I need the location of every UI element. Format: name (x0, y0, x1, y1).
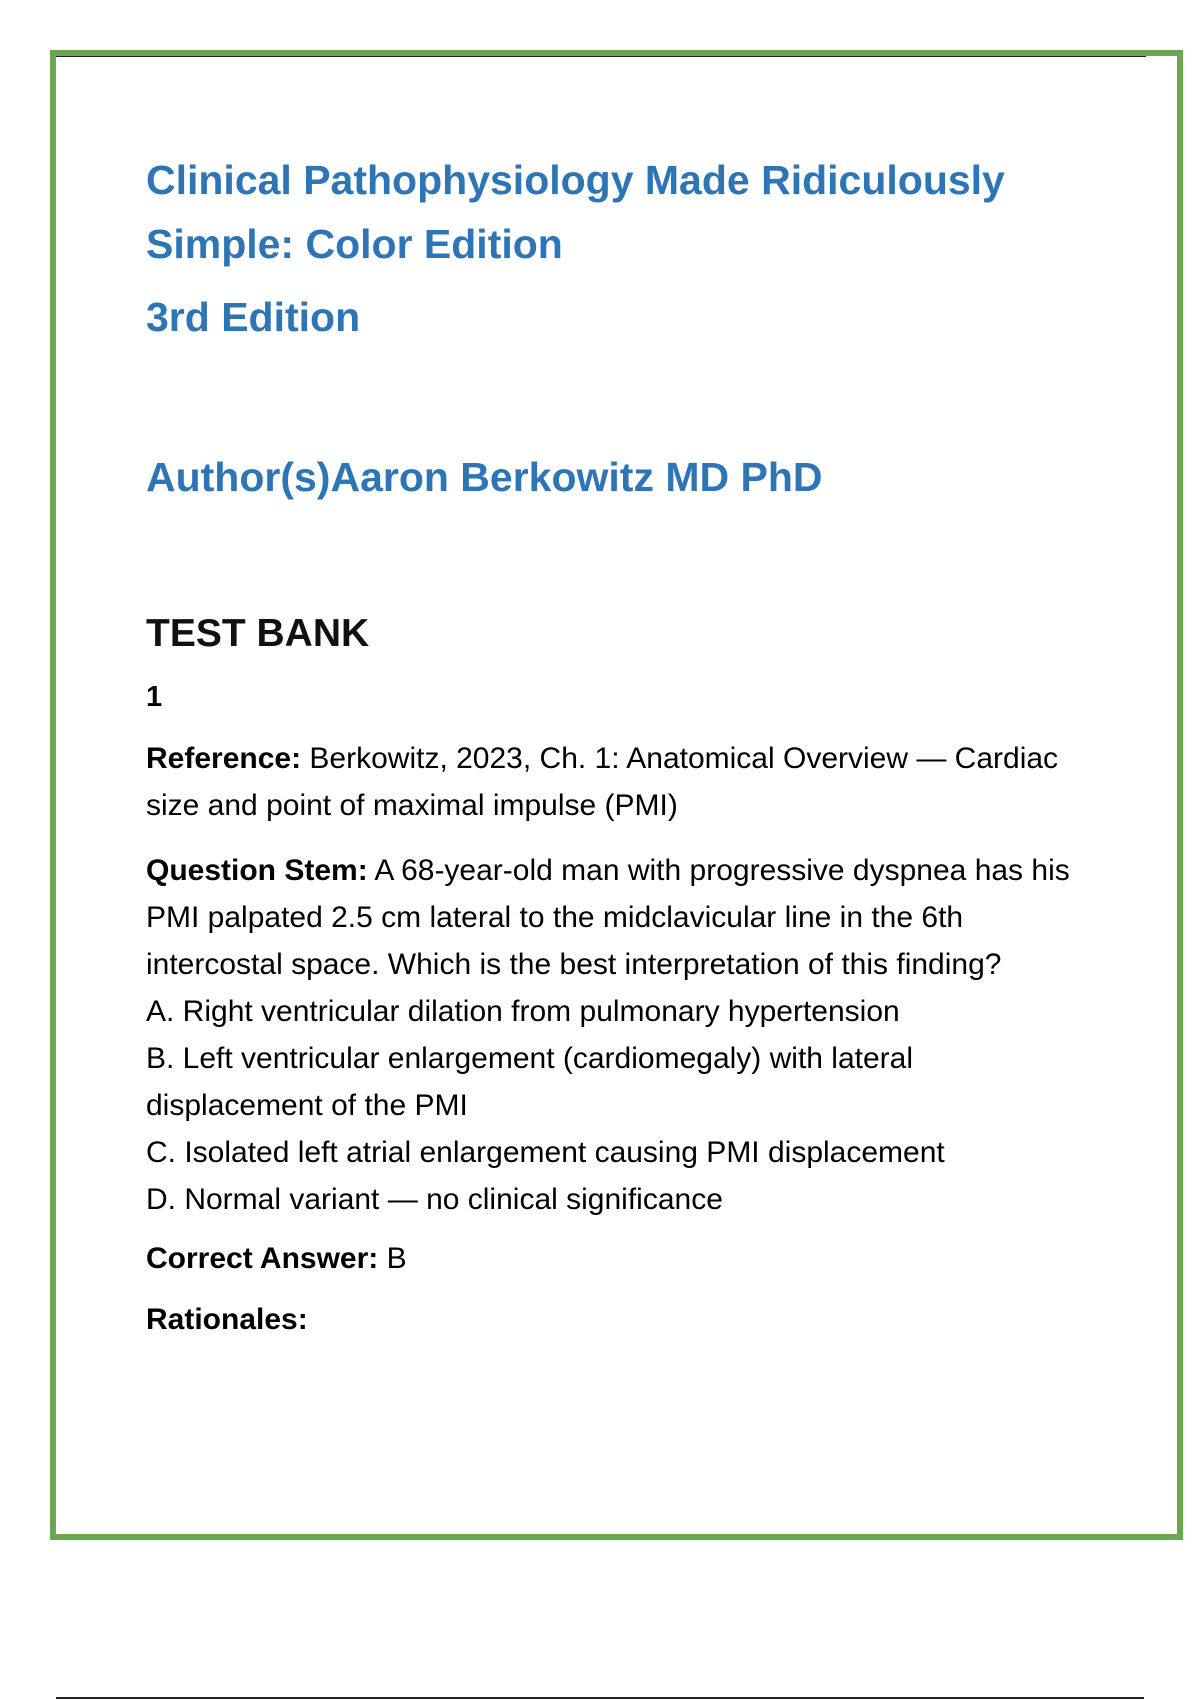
answer-option-b: B. Left ventricular enlargement (cardiomegaly) with lateral displacement of the PMI (146, 1042, 914, 1122)
rationales-heading: Rationales: (146, 1303, 308, 1336)
correct-answer-line (146, 1235, 1076, 1282)
correct-answer-label: Correct Answer: (146, 1242, 379, 1275)
correct-answer-value: B (378, 1242, 407, 1275)
reference-paragraph (146, 735, 1076, 829)
reference-label: Reference: (146, 742, 302, 775)
author-line: Author(s)Aaron Berkowitz MD PhD (146, 454, 823, 500)
reference-text: Berkowitz, 2023, Ch. 1: Anatomical Overview — Cardiac size and point of maximal impulse (PMI) (146, 742, 1059, 822)
answer-option-a: A. Right ventricular dilation from pulmonary hypertension (146, 995, 900, 1028)
answer-option-d: D. Normal variant — no clinical significance (146, 1183, 723, 1216)
question-number: 1 (146, 681, 163, 713)
book-title (146, 148, 1076, 276)
section-heading: TEST BANK (146, 612, 370, 655)
document-content (146, 148, 1076, 1343)
book-title-line-1: Clinical Pathophysiology Made Ridiculously (146, 157, 1005, 203)
question-stem-text: A 68-year-old man with progressive dyspnea has his PMI palpated 2.5 cm lateral to the midclavicular line in the 6th intercostal space. Which is the best interpretation of this finding? (146, 854, 1070, 981)
book-title-line-2: Simple: Color Edition (146, 221, 563, 267)
bottom-rule (56, 1697, 1144, 1699)
edition-label: 3rd Edition (146, 294, 361, 340)
question-stem-label: Question Stem: (146, 854, 368, 887)
answer-option-c: C. Isolated left atrial enlargement causing PMI displacement (146, 1136, 945, 1169)
answer-options (146, 988, 1076, 1223)
question-stem-paragraph (146, 847, 1076, 988)
